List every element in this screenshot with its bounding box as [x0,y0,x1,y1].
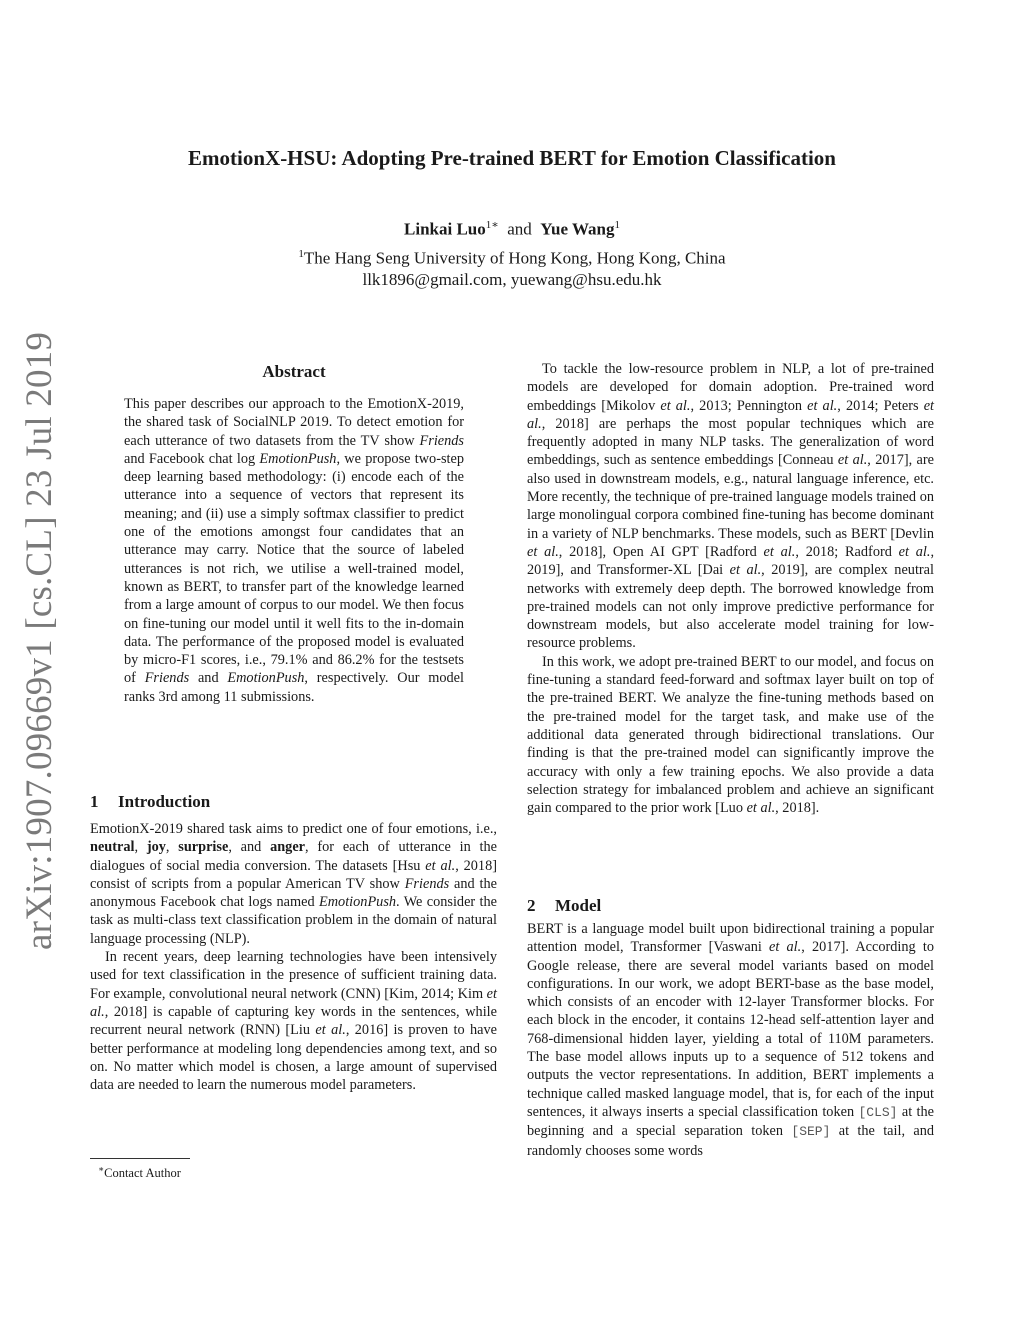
sep-token: [SEP] [791,1124,831,1140]
text: , 2018], Open AI GPT [Radford [558,543,764,560]
text: , 2019], and Transformer-XL [Dai [527,543,935,579]
abstract-text: , respectively. Our model ranks 3rd among 11 submissions. [124,670,465,705]
paragraph [527,653,934,818]
italic-text: et al. [763,543,796,560]
paper-title: EmotionX-HSU: Adopting Pre-trained BERT for Emotion Classification [188,146,836,170]
italic-text: et al. [315,1022,346,1039]
author-sup: 1 [614,219,620,231]
italic-text: et al. [90,985,497,1020]
section-title: Introduction [118,792,211,811]
text: , 2016] is proven to have better performance at modeling long dependencies among text, and so on. No matter which model is chosen, a large amount of supervised data are needed to learn the numerous model parameters. [90,1022,497,1094]
text: , 2018]. [775,800,820,817]
author-conjunction: and [507,219,532,239]
text: , [165,839,179,856]
bold-term: anger [270,839,306,856]
abstract-italic: Friends [419,432,464,449]
text: , [134,839,147,856]
text: and the anonymous Facebook chat logs named [90,875,497,911]
italic-text: et al. [527,397,935,432]
text: , 2017]. According to Google release, there are several model variants based on model configurations. In our work, we adopt BERT-base as the base model, which consists of an encoder with 12-layer Transformer blocks. For each block in the encoder, it contains 12-head self-attention layer and 768-dimensional hidden layer, yielding a total of 110M parameters. The base model allows inputs up to a sequence of 512 tokens and outputs the vector representations. In addition, BERT implements a technique called masked language model, that is, for each of the input sentences, it always inserts a special classification token [527,939,934,1120]
italic-text: et al. [807,397,838,414]
text: , 2018] consist of scripts from a popular American TV show [90,857,497,892]
text: , 2018] are perhaps the most popular techniques which are frequently adopted in many NLP tasks. The generalization of word embeddings, such as sentence embeddings [Conneau [527,415,934,469]
italic-text: et al. [425,857,456,874]
text: . We consider the task as multi-class text classification problem in the domain of natural language processing (NLP). [90,894,497,947]
paragraph [527,920,934,1160]
section-title: Model [555,896,602,915]
footnote-text: Contact Author [104,1166,181,1181]
text: , 2017], are also used in downstream models, e.g., natural language inference, etc. More recently, the technique of pre-trained language models trained on large monolingual corpora combined fine-tuning has become dominant in a variety of NLP benchmarks. These models, such as BERT [Devlin [527,452,934,542]
affiliation-text: The Hang Seng University of Hong Kong, Hong Kong, China [303,248,726,268]
italic-text: et al. [527,543,559,560]
italic-text: et al. [660,397,691,414]
italic-text: et al. [729,562,762,579]
introduction-body [90,820,497,1094]
text: EmotionX-2019 shared task aims to predict one of four emotions, i.e., [90,821,497,837]
italic-text: EmotionPush [319,894,397,911]
arxiv-sidebar [10,331,70,950]
text: , for each of utterance in the dialogues of social media conversion. The datasets [Hsu [90,839,497,874]
section-number: 2 [527,896,536,915]
section-heading-model [527,894,601,918]
cls-token: [CLS] [858,1104,898,1120]
text: , 2019], are complex neutral networks with extremely deep depth. The borrowed knowledge from pre-trained models can not only improve predictive performance for downstream models, but also accelerate model training for low-resource problems. [527,562,934,652]
bold-term: surprise [178,839,229,856]
abstract-italic: EmotionPush [227,670,305,687]
affiliation-sup: 1 [298,248,304,260]
footnote-rule [90,1158,190,1159]
abstract-italic: Friends [144,670,190,687]
right-column-body [527,360,934,817]
italic-text: et al. [837,452,868,469]
italic-text: et al. [898,543,931,560]
author-name: Linkai Luo [404,219,486,239]
abstract-text: and Facebook chat log [124,450,260,467]
italic-text: et al. [746,800,776,817]
section-heading-introduction [90,790,210,814]
text: BERT is a language model built upon bidirectional training a popular attention model, Transformer [Vaswani [527,921,934,956]
abstract-text: This paper describes our approach to the EmotionX-2019, the shared task of SocialNLP 2019. To detect emotion for each utterance of two datasets from the TV show [124,396,464,449]
text: , 2014; Peters [837,397,924,414]
text: at the tail, and randomly chooses some words [527,1123,935,1159]
model-body [527,920,934,1160]
text: , 2018; Radford [795,543,899,560]
text: at the beginning and a special separation token [527,1103,934,1140]
abstract-text: , we propose two-step deep learning based methodology: (i) encode each of the utterance into a sequence of vectors that represent its meaning; and (ii) use a simply softmax classifier to predict one of the emotions amongst four candidates that an utterance may carry. Notice that the source of labeled utterances is not rich, we utilise a well-trained model, known as BERT, to transfer part of the knowledge learned from a large amount of corpus to our model. We then focus on fine-tuning our model until it well fits to the in-domain data. The performance of the proposed model is evaluated by micro-F1 scores, i.e., 79.1% and 86.2% for the testsets of [124,450,464,687]
bold-term: neutral [90,839,135,856]
text: In recent years, deep learning technologies have been intensively used for text classification in the presence of sufficient training data. For example, convolutional neural network (CNN) [Kim, 2014; Kim [90,949,497,1002]
author-sup: 1∗ [485,219,499,231]
abstract-italic: EmotionPush [259,450,337,467]
abstract-body [124,395,464,706]
paragraph [90,948,497,1094]
abstract-heading: Abstract [262,362,326,381]
author-name: Yue Wang [540,219,615,239]
italic-text: et al. [769,939,802,956]
text: To tackle the low-resource problem in NLP, a lot of pre-trained models are developed for domain adoption. Pre-trained word embeddings [Mikolov [527,361,934,414]
text: , 2013; Pennington [690,397,808,414]
author-line [0,212,1024,243]
bold-term: joy [146,839,166,856]
footnote [98,1161,181,1181]
footnote-mark: ∗ [98,1164,105,1174]
paragraph [527,360,934,653]
text: , 2018] is capable of capturing key words in the sentences, while recurrent neural network (RNN) [Liu [90,1003,497,1039]
text: In this work, we adopt pre-trained BERT to our model, and focus on fine-tuning a standard feed-forward and softmax layer built on top of the pre-trained BERT. We analyze the fine-tuning methods based on the pre-trained model for the target task, and make use of the additional data generated through bidirectional translations. Our finding is that the pre-trained model can significantly improve the accuracy with only a few training epochs. We also provide a data selection strategy for imbalanced problem and achieve an significant gain compared to the prior work [Luo [527,653,934,817]
paragraph [90,820,497,948]
italic-text: Friends [404,875,450,892]
arxiv-identifier: arXiv:1907.09669v1 [cs.CL] 23 Jul 2019 [19,331,60,950]
text: , and [228,839,271,856]
section-number: 1 [90,792,99,811]
author-emails: llk1896@gmail.com, yuewang@hsu.edu.hk [362,270,662,289]
abstract-text: and [189,670,228,687]
